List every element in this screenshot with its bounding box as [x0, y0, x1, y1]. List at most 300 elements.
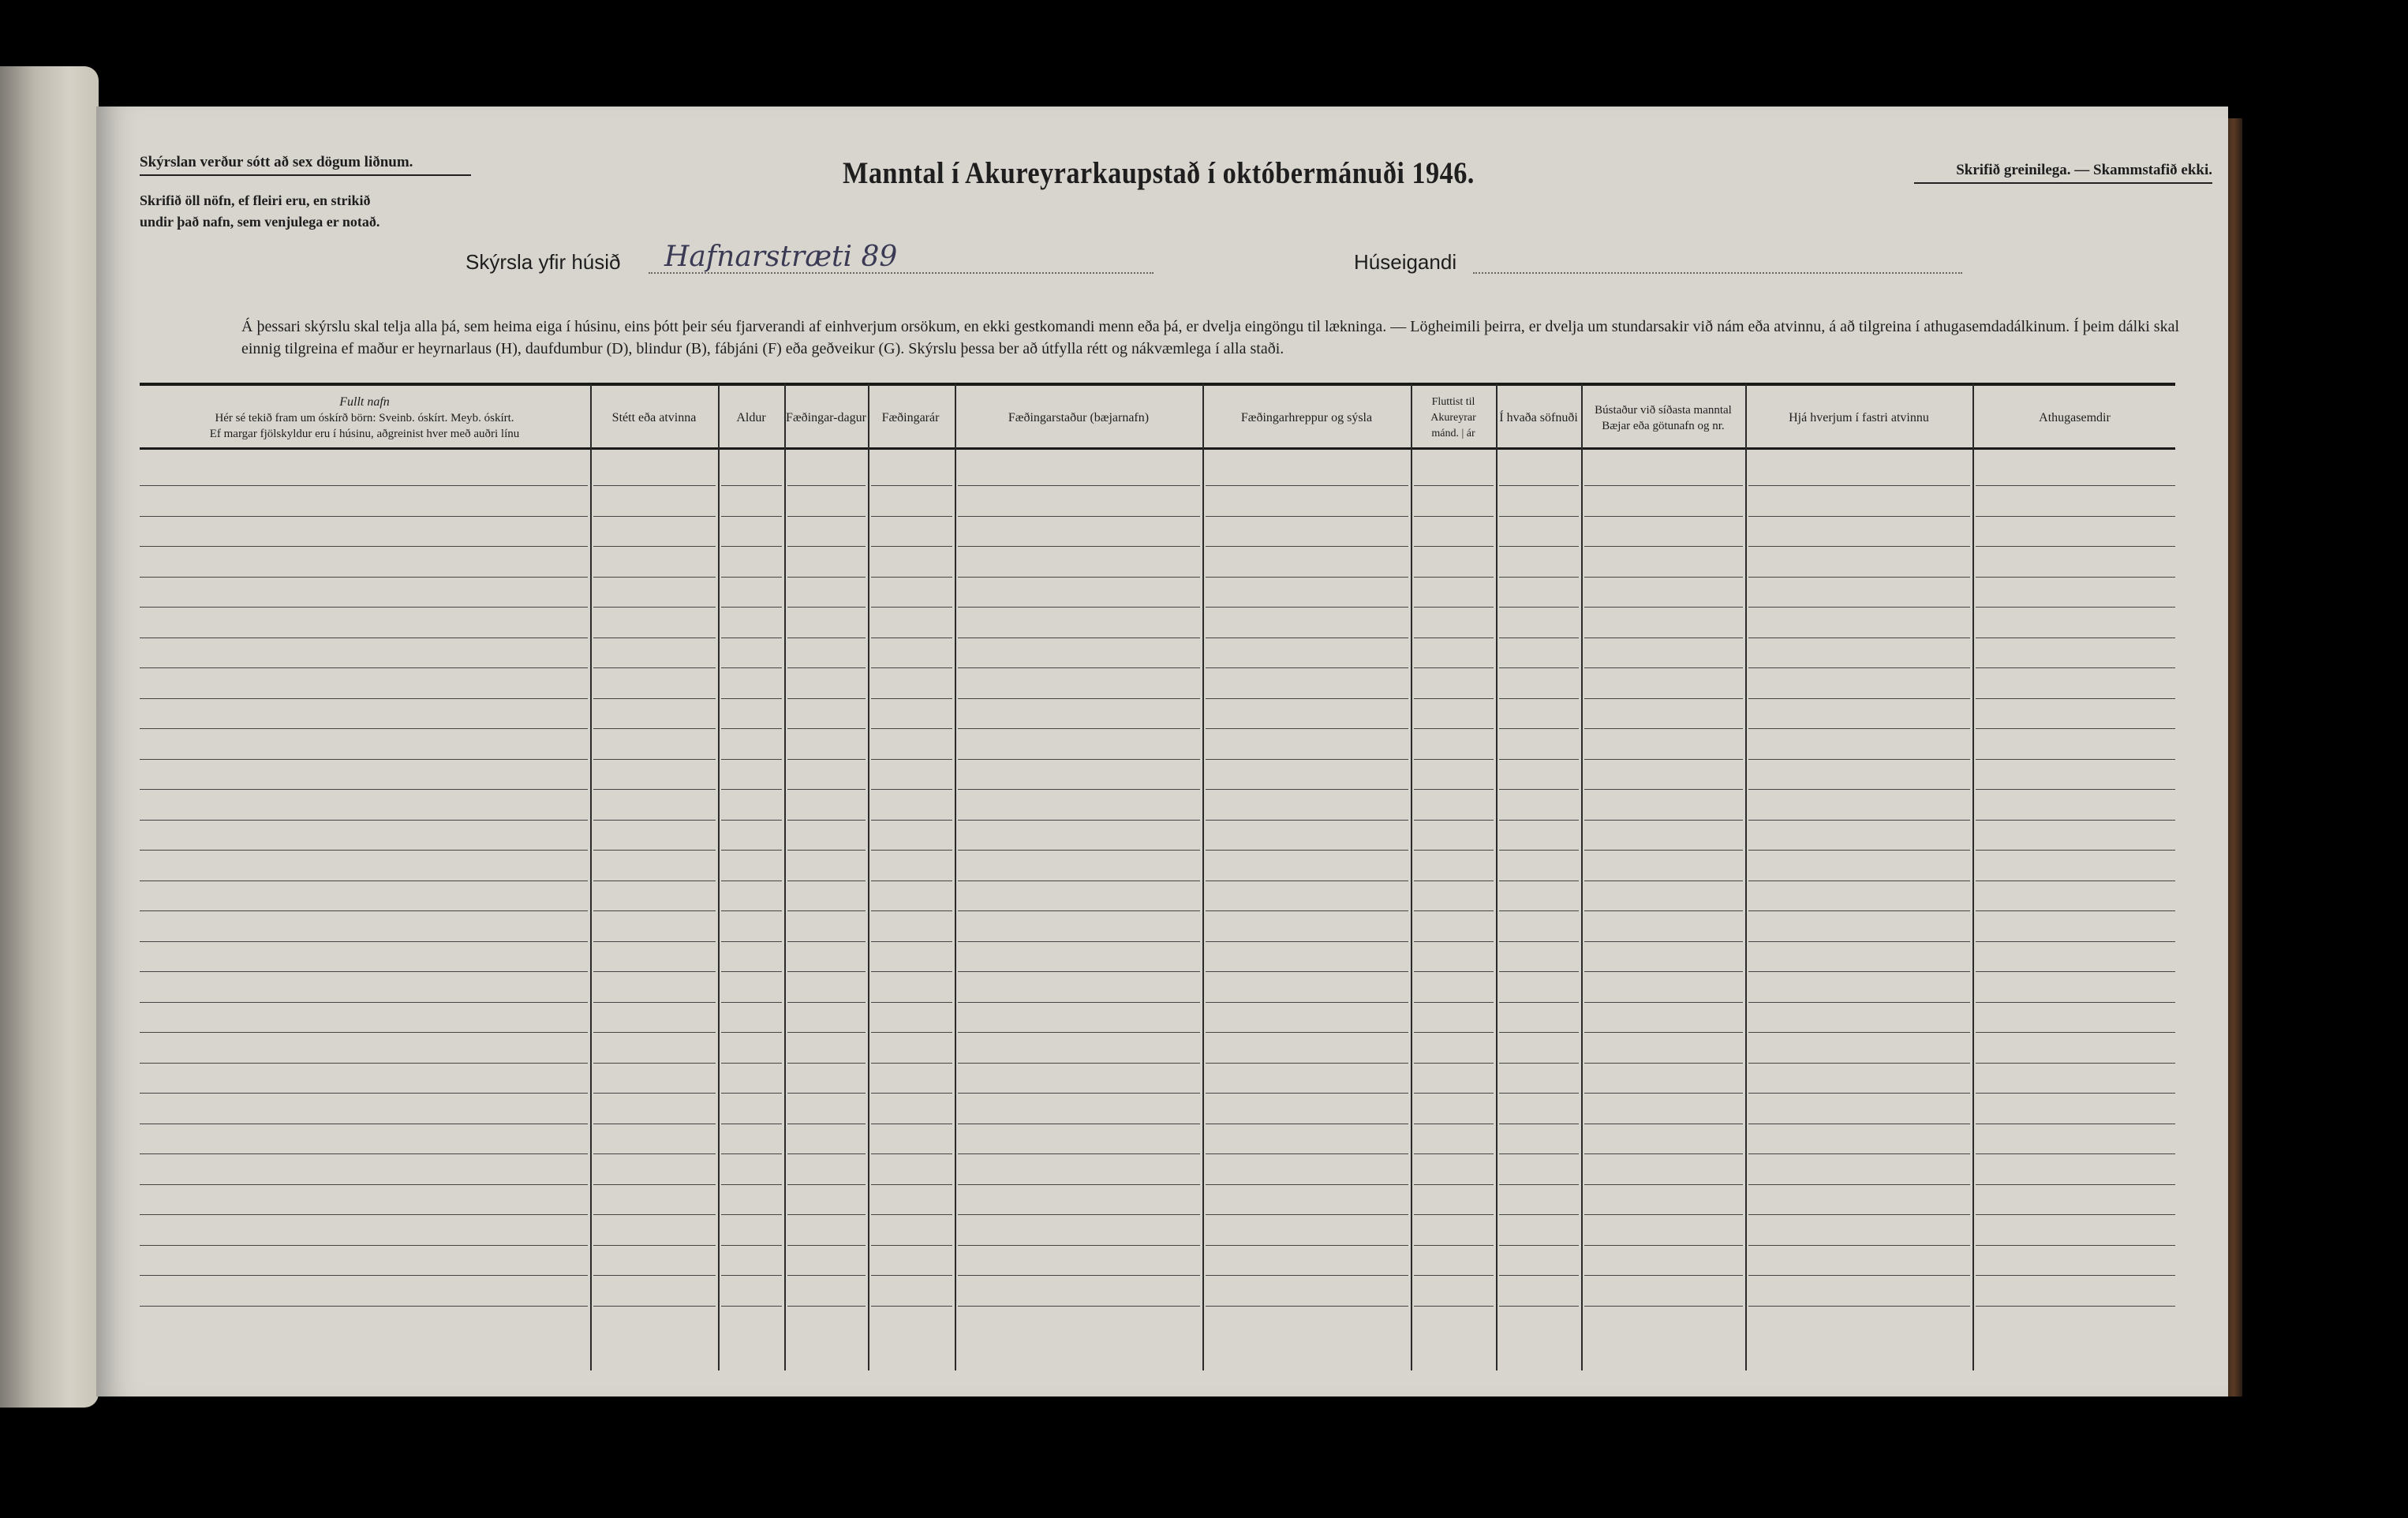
entry-row-line[interactable]: [1206, 971, 1408, 972]
entry-row-line[interactable]: [1206, 698, 1408, 699]
entry-row-line[interactable]: [1748, 850, 1970, 851]
entry-row-line[interactable]: [871, 728, 952, 729]
entry-row-line[interactable]: [871, 1275, 952, 1276]
entry-row-line[interactable]: [1976, 941, 2175, 942]
entry-row-line[interactable]: [787, 910, 866, 911]
entry-row-line[interactable]: [871, 759, 952, 760]
entry-row-line[interactable]: [140, 1032, 588, 1033]
entry-row-line[interactable]: [1414, 607, 1494, 608]
entry-row-line[interactable]: [1499, 1093, 1579, 1094]
entry-row-line[interactable]: [1499, 1306, 1579, 1307]
entry-row-line[interactable]: [593, 577, 716, 578]
entry-row-line[interactable]: [140, 850, 588, 851]
entry-row-line[interactable]: [1748, 1002, 1970, 1003]
entry-row-line[interactable]: [871, 1063, 952, 1064]
entry-row-line[interactable]: [593, 667, 716, 668]
entry-row-line[interactable]: [1976, 820, 2175, 821]
entry-row-line[interactable]: [787, 546, 866, 547]
entry-row-line[interactable]: [1584, 485, 1743, 486]
entry-row-line[interactable]: [1499, 910, 1579, 911]
entry-row-line[interactable]: [140, 577, 588, 578]
entry-row-line[interactable]: [593, 1093, 716, 1094]
entry-row-line[interactable]: [593, 607, 716, 608]
entry-row-line[interactable]: [1414, 1275, 1494, 1276]
entry-row-line[interactable]: [958, 759, 1200, 760]
entry-row-line[interactable]: [871, 1093, 952, 1094]
entry-row-line[interactable]: [958, 941, 1200, 942]
entry-row-line[interactable]: [1414, 728, 1494, 729]
entry-row-line[interactable]: [1206, 516, 1408, 517]
entry-row-line[interactable]: [721, 1032, 782, 1033]
entry-row-line[interactable]: [1976, 485, 2175, 486]
entry-row-line[interactable]: [787, 637, 866, 638]
entry-row-line[interactable]: [140, 759, 588, 760]
entry-row-line[interactable]: [721, 698, 782, 699]
entry-row-line[interactable]: [1584, 1002, 1743, 1003]
entry-row-line[interactable]: [958, 546, 1200, 547]
entry-row-line[interactable]: [1976, 1275, 2175, 1276]
entry-row-line[interactable]: [1748, 1245, 1970, 1246]
entry-row-line[interactable]: [1584, 1214, 1743, 1215]
entry-row-line[interactable]: [1206, 850, 1408, 851]
entry-row-line[interactable]: [1976, 667, 2175, 668]
entry-row-line[interactable]: [1414, 1245, 1494, 1246]
entry-row-line[interactable]: [721, 1184, 782, 1185]
entry-row-line[interactable]: [1206, 637, 1408, 638]
entry-row-line[interactable]: [958, 1245, 1200, 1246]
entry-row-line[interactable]: [1414, 577, 1494, 578]
entry-row-line[interactable]: [1206, 1063, 1408, 1064]
entry-row-line[interactable]: [1499, 850, 1579, 851]
entry-row-line[interactable]: [787, 485, 866, 486]
entry-row-line[interactable]: [787, 971, 866, 972]
entry-row-line[interactable]: [871, 485, 952, 486]
entry-row-line[interactable]: [721, 971, 782, 972]
entry-row-line[interactable]: [787, 1306, 866, 1307]
entry-row-line[interactable]: [721, 1306, 782, 1307]
entry-row-line[interactable]: [1976, 637, 2175, 638]
entry-row-line[interactable]: [1976, 759, 2175, 760]
entry-row-line[interactable]: [593, 971, 716, 972]
entry-row-line[interactable]: [958, 1002, 1200, 1003]
entry-row-line[interactable]: [140, 789, 588, 790]
entry-row-line[interactable]: [140, 820, 588, 821]
entry-row-line[interactable]: [1499, 1275, 1579, 1276]
entry-row-line[interactable]: [958, 1032, 1200, 1033]
entry-row-line[interactable]: [721, 637, 782, 638]
entry-row-line[interactable]: [593, 516, 716, 517]
entry-row-line[interactable]: [1584, 1153, 1743, 1154]
entry-row-line[interactable]: [871, 850, 952, 851]
entry-row-line[interactable]: [871, 1184, 952, 1185]
entry-row-line[interactable]: [1584, 941, 1743, 942]
entry-row-line[interactable]: [1206, 577, 1408, 578]
entry-row-line[interactable]: [721, 789, 782, 790]
entry-row-line[interactable]: [871, 577, 952, 578]
entry-row-line[interactable]: [1584, 820, 1743, 821]
entry-row-line[interactable]: [140, 1275, 588, 1276]
entry-row-line[interactable]: [1748, 789, 1970, 790]
entry-row-line[interactable]: [1748, 1306, 1970, 1307]
entry-row-line[interactable]: [140, 637, 588, 638]
entry-row-line[interactable]: [593, 789, 716, 790]
entry-row-line[interactable]: [787, 1153, 866, 1154]
entry-row-line[interactable]: [140, 1093, 588, 1094]
entry-row-line[interactable]: [1584, 1063, 1743, 1064]
entry-row-line[interactable]: [958, 1063, 1200, 1064]
entry-row-line[interactable]: [721, 910, 782, 911]
entry-row-line[interactable]: [593, 1214, 716, 1215]
entry-row-line[interactable]: [871, 941, 952, 942]
entry-row-line[interactable]: [1748, 577, 1970, 578]
entry-row-line[interactable]: [1206, 759, 1408, 760]
entry-row-line[interactable]: [871, 607, 952, 608]
entry-row-line[interactable]: [721, 759, 782, 760]
entry-row-line[interactable]: [1976, 1153, 2175, 1154]
entry-row-line[interactable]: [593, 759, 716, 760]
entry-row-line[interactable]: [1748, 820, 1970, 821]
entry-row-line[interactable]: [721, 820, 782, 821]
entry-row-line[interactable]: [871, 637, 952, 638]
entry-row-line[interactable]: [1499, 607, 1579, 608]
entry-row-line[interactable]: [1499, 1245, 1579, 1246]
entry-row-line[interactable]: [1206, 1184, 1408, 1185]
entry-row-line[interactable]: [787, 759, 866, 760]
entry-row-line[interactable]: [593, 485, 716, 486]
entry-row-line[interactable]: [1499, 516, 1579, 517]
entry-row-line[interactable]: [1976, 1002, 2175, 1003]
entry-row-line[interactable]: [958, 1306, 1200, 1307]
entry-row-line[interactable]: [1206, 1032, 1408, 1033]
entry-row-line[interactable]: [958, 1184, 1200, 1185]
entry-row-line[interactable]: [593, 546, 716, 547]
entry-row-line[interactable]: [787, 1184, 866, 1185]
entry-row-line[interactable]: [1414, 789, 1494, 790]
entry-row-line[interactable]: [1414, 1306, 1494, 1307]
entry-row-line[interactable]: [1206, 789, 1408, 790]
entry-row-line[interactable]: [958, 607, 1200, 608]
entry-row-line[interactable]: [1748, 667, 1970, 668]
entry-row-line[interactable]: [1976, 1032, 2175, 1033]
entry-row-line[interactable]: [1584, 1184, 1743, 1185]
entry-row-line[interactable]: [1584, 1093, 1743, 1094]
entry-row-line[interactable]: [871, 1153, 952, 1154]
entry-row-line[interactable]: [140, 1214, 588, 1215]
entry-row-line[interactable]: [1748, 971, 1970, 972]
entry-row-line[interactable]: [721, 667, 782, 668]
entry-row-line[interactable]: [958, 516, 1200, 517]
entry-row-line[interactable]: [721, 1093, 782, 1094]
entry-row-line[interactable]: [1584, 637, 1743, 638]
entry-row-line[interactable]: [1584, 546, 1743, 547]
entry-row-line[interactable]: [1976, 1184, 2175, 1185]
entry-row-line[interactable]: [1414, 698, 1494, 699]
entry-row-line[interactable]: [1499, 789, 1579, 790]
entry-row-line[interactable]: [958, 577, 1200, 578]
entry-row-line[interactable]: [1748, 1093, 1970, 1094]
entry-row-line[interactable]: [1414, 850, 1494, 851]
entry-row-line[interactable]: [1499, 637, 1579, 638]
entry-row-line[interactable]: [1206, 607, 1408, 608]
entry-row-line[interactable]: [1499, 728, 1579, 729]
entry-row-line[interactable]: [1584, 759, 1743, 760]
entry-row-line[interactable]: [140, 910, 588, 911]
entry-row-line[interactable]: [1414, 1032, 1494, 1033]
entry-row-line[interactable]: [958, 485, 1200, 486]
entry-row-line[interactable]: [1584, 1275, 1743, 1276]
entry-row-line[interactable]: [1414, 667, 1494, 668]
entry-row-line[interactable]: [958, 637, 1200, 638]
entry-row-line[interactable]: [593, 698, 716, 699]
entry-row-line[interactable]: [1206, 485, 1408, 486]
entry-row-line[interactable]: [593, 1245, 716, 1246]
entry-row-line[interactable]: [871, 1002, 952, 1003]
entry-row-line[interactable]: [140, 1306, 588, 1307]
entry-row-line[interactable]: [958, 698, 1200, 699]
entry-row-line[interactable]: [140, 516, 588, 517]
entry-row-line[interactable]: [1499, 1002, 1579, 1003]
entry-row-line[interactable]: [787, 607, 866, 608]
entry-row-line[interactable]: [1414, 1184, 1494, 1185]
entry-row-line[interactable]: [140, 1002, 588, 1003]
entry-row-line[interactable]: [1976, 698, 2175, 699]
entry-row-line[interactable]: [593, 820, 716, 821]
entry-row-line[interactable]: [871, 910, 952, 911]
entry-row-line[interactable]: [1499, 667, 1579, 668]
entry-row-line[interactable]: [1748, 1153, 1970, 1154]
entry-row-line[interactable]: [1414, 1153, 1494, 1154]
entry-row-line[interactable]: [1748, 1032, 1970, 1033]
entry-row-line[interactable]: [958, 820, 1200, 821]
entry-row-line[interactable]: [593, 941, 716, 942]
entry-row-line[interactable]: [787, 1063, 866, 1064]
entry-row-line[interactable]: [140, 1063, 588, 1064]
entry-row-line[interactable]: [721, 941, 782, 942]
entry-row-line[interactable]: [787, 941, 866, 942]
entry-row-line[interactable]: [958, 850, 1200, 851]
entry-row-line[interactable]: [1414, 1093, 1494, 1094]
entry-row-line[interactable]: [787, 728, 866, 729]
entry-row-line[interactable]: [1414, 820, 1494, 821]
owner-dotted-line[interactable]: [1473, 272, 1962, 274]
entry-row-line[interactable]: [140, 1245, 588, 1246]
entry-row-line[interactable]: [1414, 759, 1494, 760]
entry-row-line[interactable]: [1499, 759, 1579, 760]
entry-row-line[interactable]: [593, 1032, 716, 1033]
entry-row-line[interactable]: [787, 1032, 866, 1033]
entry-row-line[interactable]: [1748, 941, 1970, 942]
entry-row-line[interactable]: [1584, 698, 1743, 699]
entry-row-line[interactable]: [1206, 910, 1408, 911]
entry-row-line[interactable]: [1976, 607, 2175, 608]
entry-row-line[interactable]: [1206, 820, 1408, 821]
entry-row-line[interactable]: [787, 667, 866, 668]
entry-row-line[interactable]: [958, 1093, 1200, 1094]
entry-row-line[interactable]: [140, 971, 588, 972]
entry-row-line[interactable]: [1499, 820, 1579, 821]
entry-row-line[interactable]: [1499, 941, 1579, 942]
entry-row-line[interactable]: [721, 850, 782, 851]
entry-row-line[interactable]: [1976, 516, 2175, 517]
entry-row-line[interactable]: [1584, 516, 1743, 517]
entry-row-line[interactable]: [1584, 850, 1743, 851]
entry-row-line[interactable]: [1584, 789, 1743, 790]
entry-row-line[interactable]: [958, 1153, 1200, 1154]
entry-row-line[interactable]: [1414, 546, 1494, 547]
entry-row-line[interactable]: [1976, 1306, 2175, 1307]
entry-row-line[interactable]: [1206, 1153, 1408, 1154]
entry-row-line[interactable]: [787, 1245, 866, 1246]
entry-row-line[interactable]: [721, 607, 782, 608]
entry-row-line[interactable]: [1414, 516, 1494, 517]
entry-row-line[interactable]: [721, 577, 782, 578]
entry-row-line[interactable]: [1748, 607, 1970, 608]
entry-row-line[interactable]: [1499, 1032, 1579, 1033]
entry-row-line[interactable]: [871, 789, 952, 790]
entry-row-line[interactable]: [1584, 910, 1743, 911]
entry-row-line[interactable]: [871, 546, 952, 547]
entry-row-line[interactable]: [1414, 941, 1494, 942]
entry-row-line[interactable]: [1499, 1214, 1579, 1215]
entry-row-line[interactable]: [871, 1032, 952, 1033]
entry-row-line[interactable]: [1206, 1002, 1408, 1003]
entry-row-line[interactable]: [1206, 728, 1408, 729]
entry-row-line[interactable]: [721, 1275, 782, 1276]
entry-row-line[interactable]: [787, 698, 866, 699]
entry-row-line[interactable]: [593, 1306, 716, 1307]
entry-row-line[interactable]: [871, 516, 952, 517]
entry-row-line[interactable]: [1748, 485, 1970, 486]
entry-row-line[interactable]: [1584, 577, 1743, 578]
entry-row-line[interactable]: [1584, 1306, 1743, 1307]
entry-row-line[interactable]: [593, 910, 716, 911]
entry-row-line[interactable]: [1499, 577, 1579, 578]
entry-row-line[interactable]: [1748, 698, 1970, 699]
entry-row-line[interactable]: [1414, 485, 1494, 486]
entry-row-line[interactable]: [871, 1214, 952, 1215]
entry-row-line[interactable]: [140, 546, 588, 547]
entry-row-line[interactable]: [1499, 971, 1579, 972]
entry-row-line[interactable]: [140, 1153, 588, 1154]
entry-row-line[interactable]: [787, 789, 866, 790]
entry-row-line[interactable]: [721, 516, 782, 517]
entry-row-line[interactable]: [871, 698, 952, 699]
entry-row-line[interactable]: [1414, 1063, 1494, 1064]
entry-row-line[interactable]: [1499, 546, 1579, 547]
entry-row-line[interactable]: [1748, 910, 1970, 911]
entry-row-line[interactable]: [593, 1275, 716, 1276]
entry-row-line[interactable]: [140, 728, 588, 729]
entry-row-line[interactable]: [593, 1184, 716, 1185]
entry-row-line[interactable]: [1414, 1002, 1494, 1003]
entry-row-line[interactable]: [1976, 789, 2175, 790]
entry-row-line[interactable]: [593, 637, 716, 638]
entry-row-line[interactable]: [1748, 516, 1970, 517]
entry-row-line[interactable]: [958, 789, 1200, 790]
entry-row-line[interactable]: [1976, 910, 2175, 911]
entry-row-line[interactable]: [721, 1214, 782, 1215]
entry-row-line[interactable]: [1584, 1032, 1743, 1033]
entry-row-line[interactable]: [1206, 667, 1408, 668]
entry-row-line[interactable]: [1748, 1063, 1970, 1064]
entry-row-line[interactable]: [787, 1002, 866, 1003]
entry-row-line[interactable]: [593, 1153, 716, 1154]
entry-row-line[interactable]: [1748, 1214, 1970, 1215]
entry-row-line[interactable]: [721, 1153, 782, 1154]
entry-row-line[interactable]: [721, 1002, 782, 1003]
entry-row-line[interactable]: [787, 1093, 866, 1094]
entry-row-line[interactable]: [721, 485, 782, 486]
entry-row-line[interactable]: [1976, 971, 2175, 972]
entry-row-line[interactable]: [1976, 850, 2175, 851]
entry-row-line[interactable]: [1584, 1245, 1743, 1246]
entry-row-line[interactable]: [871, 971, 952, 972]
entry-row-line[interactable]: [787, 516, 866, 517]
entry-row-line[interactable]: [1748, 1184, 1970, 1185]
entry-row-line[interactable]: [1976, 577, 2175, 578]
entry-row-line[interactable]: [721, 1063, 782, 1064]
entry-row-line[interactable]: [1206, 1214, 1408, 1215]
entry-row-line[interactable]: [1976, 1093, 2175, 1094]
entry-row-line[interactable]: [593, 850, 716, 851]
entry-row-line[interactable]: [1206, 1093, 1408, 1094]
entry-row-line[interactable]: [1414, 971, 1494, 972]
entry-row-line[interactable]: [593, 1063, 716, 1064]
entry-row-line[interactable]: [140, 485, 588, 486]
entry-row-line[interactable]: [958, 1275, 1200, 1276]
entry-row-line[interactable]: [958, 728, 1200, 729]
entry-row-line[interactable]: [1499, 1063, 1579, 1064]
entry-row-line[interactable]: [871, 1245, 952, 1246]
entry-row-line[interactable]: [1976, 1214, 2175, 1215]
entry-row-line[interactable]: [1206, 941, 1408, 942]
entry-row-line[interactable]: [1499, 698, 1579, 699]
entry-row-line[interactable]: [871, 1306, 952, 1307]
entry-row-line[interactable]: [1584, 607, 1743, 608]
entry-row-line[interactable]: [787, 1214, 866, 1215]
entry-row-line[interactable]: [958, 910, 1200, 911]
entry-row-line[interactable]: [787, 850, 866, 851]
entry-row-line[interactable]: [1748, 546, 1970, 547]
entry-row-line[interactable]: [1499, 1184, 1579, 1185]
entry-row-line[interactable]: [871, 820, 952, 821]
entry-row-line[interactable]: [593, 728, 716, 729]
entry-row-line[interactable]: [1414, 910, 1494, 911]
entry-row-line[interactable]: [140, 667, 588, 668]
entry-row-line[interactable]: [958, 667, 1200, 668]
entry-row-line[interactable]: [1584, 728, 1743, 729]
entry-row-line[interactable]: [721, 728, 782, 729]
entry-row-line[interactable]: [1976, 1063, 2175, 1064]
entry-row-line[interactable]: [1584, 667, 1743, 668]
entry-row-line[interactable]: [140, 1184, 588, 1185]
entry-row-line[interactable]: [1584, 971, 1743, 972]
entry-row-line[interactable]: [871, 667, 952, 668]
entry-row-line[interactable]: [787, 577, 866, 578]
entry-row-line[interactable]: [1414, 1214, 1494, 1215]
entry-row-line[interactable]: [1206, 1306, 1408, 1307]
entry-row-line[interactable]: [958, 971, 1200, 972]
entry-row-line[interactable]: [721, 546, 782, 547]
entry-row-line[interactable]: [140, 941, 588, 942]
entry-row-line[interactable]: [1748, 1275, 1970, 1276]
entry-row-line[interactable]: [1414, 637, 1494, 638]
entry-row-line[interactable]: [1748, 728, 1970, 729]
entry-row-line[interactable]: [958, 1214, 1200, 1215]
entry-row-line[interactable]: [593, 1002, 716, 1003]
entry-row-line[interactable]: [1499, 485, 1579, 486]
entry-row-line[interactable]: [1499, 1153, 1579, 1154]
